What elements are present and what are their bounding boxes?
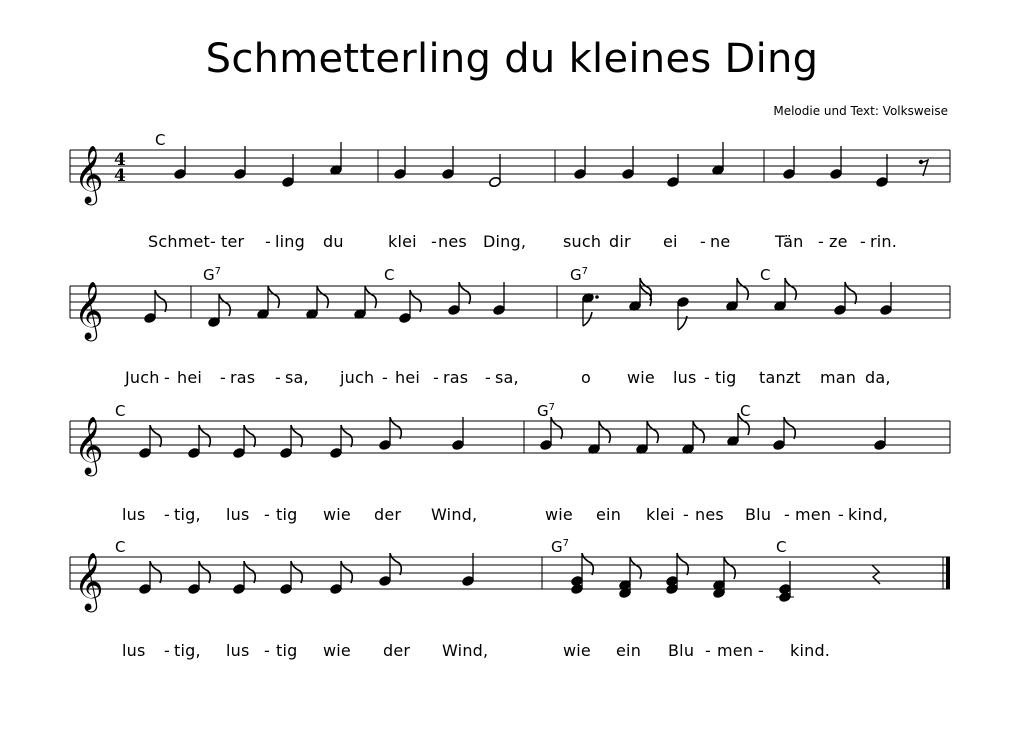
note-flag xyxy=(582,553,593,575)
lyric-syllable: - xyxy=(433,368,439,387)
lyric-syllable: Juch xyxy=(125,368,160,387)
note-flag xyxy=(677,553,688,575)
chord-root: G xyxy=(203,266,215,284)
lyric-syllable: tig, xyxy=(174,505,201,524)
time-signature-bottom: 4 xyxy=(114,166,126,186)
note-flag xyxy=(693,421,704,443)
note-flag xyxy=(199,425,210,447)
lyric-syllable: da, xyxy=(865,368,891,387)
lyric-syllable: nes xyxy=(438,232,467,251)
lyric-syllable: kind. xyxy=(790,641,831,660)
lyrics-line xyxy=(0,232,1024,254)
note-flag xyxy=(244,561,255,583)
lyric-syllable: tanzt xyxy=(759,368,801,387)
note-flag xyxy=(647,421,658,443)
chord-root: C xyxy=(155,131,166,149)
note-flag xyxy=(199,561,210,583)
note-flag xyxy=(737,278,748,300)
note-flag xyxy=(291,561,302,583)
lyric-syllable: - xyxy=(700,232,706,251)
lyric-syllable: wie xyxy=(545,505,573,524)
lyric-syllable: - xyxy=(382,368,388,387)
lyric-syllable: - xyxy=(264,505,270,524)
note-flag xyxy=(390,553,401,575)
lyric-syllable: der xyxy=(374,505,402,524)
lyric-syllable: tig, xyxy=(174,641,201,660)
chord-root: C xyxy=(740,402,751,420)
note-flag xyxy=(244,425,255,447)
lyric-syllable: ne xyxy=(710,232,731,251)
note-flag xyxy=(551,417,562,439)
lyrics-line xyxy=(0,641,1024,663)
lyric-syllable: - xyxy=(275,368,281,387)
time-signature-top: 4 xyxy=(114,150,126,170)
lyric-syllable: men xyxy=(795,505,832,524)
chord-symbol xyxy=(551,538,569,556)
lyric-syllable: - xyxy=(265,232,271,251)
chord-root: C xyxy=(115,402,126,420)
chord-root: G xyxy=(537,402,549,420)
lyric-syllable: lus xyxy=(226,505,250,524)
lyric-syllable: du xyxy=(323,232,344,251)
lyric-syllable: o xyxy=(581,368,591,387)
chord-root: C xyxy=(384,266,395,284)
lyric-syllable: ein xyxy=(596,505,622,524)
lyric-syllable: juch xyxy=(340,368,375,387)
lyric-syllable: tig xyxy=(276,641,298,660)
treble-clef-icon: 𝄞 xyxy=(74,416,104,474)
lyric-syllable: ein xyxy=(616,641,642,660)
chord-root: C xyxy=(760,266,771,284)
lyric-syllable: - xyxy=(431,232,437,251)
note-flag xyxy=(599,421,610,443)
lyric-syllable: - xyxy=(220,368,226,387)
note-flag xyxy=(219,294,230,316)
chord-root: C xyxy=(115,538,126,556)
lyric-syllable: - xyxy=(264,641,270,660)
note-flag xyxy=(459,282,470,304)
note-flag xyxy=(640,284,651,306)
lyric-syllable: such xyxy=(563,232,602,251)
augmentation-dot xyxy=(595,295,599,299)
lyric-syllable: lus xyxy=(122,641,146,660)
treble-clef-icon: 𝄞 xyxy=(74,552,104,610)
lyric-syllable: Wind, xyxy=(442,641,489,660)
chord-extension: 7 xyxy=(562,538,569,549)
note-flag xyxy=(268,286,279,308)
lyric-syllable: Tän xyxy=(775,232,804,251)
treble-clef-icon: 𝄞 xyxy=(74,281,104,339)
chord-symbol xyxy=(740,402,750,420)
lyric-syllable: wie xyxy=(627,368,655,387)
lyric-syllable: - xyxy=(784,505,790,524)
note-flag xyxy=(317,286,328,308)
note-flag xyxy=(785,278,796,300)
lyric-syllable: - xyxy=(485,368,491,387)
note-flag xyxy=(150,425,161,447)
lyric-syllable: - xyxy=(818,232,824,251)
chord-root: G xyxy=(570,266,582,284)
note-flag xyxy=(341,425,352,447)
lyric-syllable: wie xyxy=(563,641,591,660)
lyric-syllable: - xyxy=(683,505,689,524)
lyric-syllable: hei xyxy=(177,368,203,387)
chord-symbol xyxy=(384,266,394,284)
lyric-syllable: - xyxy=(164,505,170,524)
lyrics-line xyxy=(0,368,1024,390)
lyric-syllable: klei xyxy=(646,505,675,524)
chord-extension: 7 xyxy=(548,402,555,413)
credit-line: Melodie und Text: Volksweise xyxy=(773,104,948,118)
lyric-syllable: Blu xyxy=(745,505,772,524)
lyric-syllable: wie xyxy=(323,505,351,524)
lyric-syllable: kind, xyxy=(848,505,889,524)
lyric-syllable: - xyxy=(838,505,844,524)
note-flag xyxy=(410,290,421,312)
lyric-syllable: - xyxy=(758,641,764,660)
lyric-syllable: dir xyxy=(609,232,631,251)
lyric-syllable: ras xyxy=(230,368,256,387)
lyric-syllable: lus xyxy=(673,368,697,387)
lyric-syllable: tig xyxy=(276,505,298,524)
lyric-syllable: ling xyxy=(275,232,305,251)
song-title: Schmetterling du kleines Ding xyxy=(205,36,819,82)
chord-symbol xyxy=(115,402,125,420)
note-flag xyxy=(365,286,376,308)
lyric-syllable: Wind, xyxy=(431,505,478,524)
chord-symbol xyxy=(203,266,221,284)
note-flag xyxy=(583,312,592,326)
lyric-syllable: tig xyxy=(715,368,737,387)
note-flag xyxy=(845,282,856,304)
lyric-syllable: - xyxy=(210,232,216,251)
lyric-syllable: nes xyxy=(695,505,724,524)
note-flag xyxy=(630,557,641,579)
treble-clef-icon: 𝄞 xyxy=(74,145,104,203)
chord-symbol xyxy=(115,538,125,556)
note-flag xyxy=(341,561,352,583)
lyric-syllable: hei xyxy=(395,368,421,387)
chord-symbol xyxy=(570,266,588,284)
note-flag xyxy=(155,290,166,312)
lyric-syllable: Blu xyxy=(668,641,695,660)
lyric-syllable: - xyxy=(164,641,170,660)
lyric-syllable: - xyxy=(164,368,170,387)
lyric-syllable: ze xyxy=(829,232,848,251)
lyric-syllable: sa, xyxy=(285,368,309,387)
lyric-syllable: ei xyxy=(663,232,678,251)
lyric-syllable: ter xyxy=(221,232,245,251)
lyric-syllable: lus xyxy=(226,641,250,660)
note-flag xyxy=(291,425,302,447)
lyrics-line xyxy=(0,505,1024,527)
lyric-syllable: klei xyxy=(388,232,417,251)
note-flag xyxy=(150,561,161,583)
chord-symbol xyxy=(776,538,786,556)
final-barline-thick xyxy=(946,557,950,589)
lyric-syllable: lus xyxy=(122,505,146,524)
chord-symbol xyxy=(537,402,555,420)
chord-symbol xyxy=(155,131,165,149)
lyric-syllable: Schmet xyxy=(148,232,210,251)
note-flag xyxy=(724,557,735,579)
chord-root: G xyxy=(551,538,563,556)
chord-root: C xyxy=(776,538,787,556)
lyric-syllable: wie xyxy=(323,641,351,660)
lyric-syllable: - xyxy=(705,641,711,660)
lyric-syllable: rin. xyxy=(870,232,898,251)
note-flag xyxy=(390,417,401,439)
lyric-syllable: sa, xyxy=(495,368,519,387)
chord-extension: 7 xyxy=(214,266,221,277)
lyric-syllable: - xyxy=(704,368,710,387)
lyric-syllable: der xyxy=(383,641,411,660)
note-flag xyxy=(784,417,795,439)
lyric-syllable: man xyxy=(820,368,857,387)
chord-symbol xyxy=(760,266,770,284)
lyric-syllable: men xyxy=(717,641,754,660)
lyric-syllable: Ding, xyxy=(483,232,527,251)
lyric-syllable: - xyxy=(860,232,866,251)
chord-extension: 7 xyxy=(581,266,588,277)
lyric-syllable: ras xyxy=(443,368,469,387)
